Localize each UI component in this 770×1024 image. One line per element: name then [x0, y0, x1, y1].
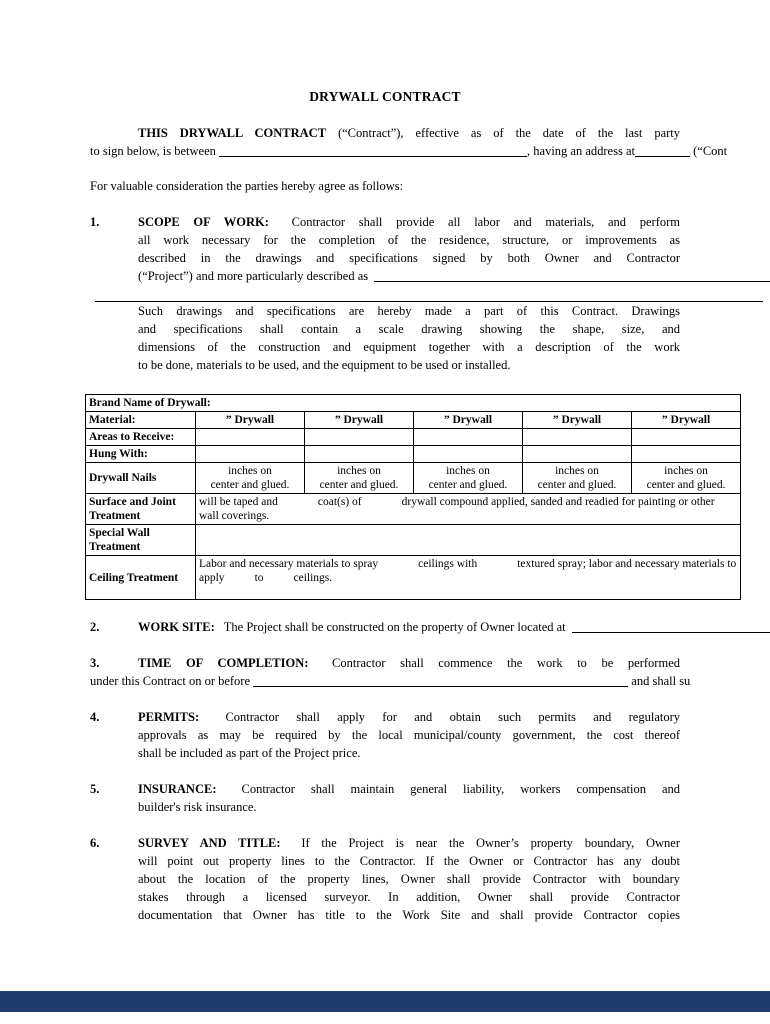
clause-5-line-1-text: Contractor shall maintain general liability, workers compensation and	[241, 782, 680, 796]
clause-4-line-1-text: Contractor shall apply for and obtain such permits and regulatory	[225, 710, 681, 724]
clause-4-line-1	[138, 708, 680, 726]
clause-3-line-1-text: Contractor shall commence the work to be performed	[332, 656, 680, 670]
consideration-line: For valuable consideration the parties hereby agree as follows:	[90, 179, 404, 193]
nails-line-1: inches on	[228, 465, 272, 477]
clause-2-line-1-text: The Project shall be constructed on the property of Owner located at	[223, 620, 566, 634]
table-material-value-2: ” Drywall	[305, 412, 414, 429]
nails-line-1: inches on	[555, 465, 599, 477]
intro-line-2-start: to sign below, is between	[90, 144, 216, 158]
table-hung-input-3[interactable]	[414, 446, 523, 463]
project-description-blank-line-2[interactable]	[95, 285, 763, 302]
clause-1-heading: SCOPE OF WORK:	[138, 215, 269, 229]
clause-1-para-2-line-4: to be done, materials to be used, and the equipment to be used or installed.	[138, 358, 511, 372]
table-surface-label: Surface and Joint Treatment	[86, 494, 196, 525]
party-name-blank[interactable]	[219, 145, 527, 157]
table-hung-input-5[interactable]	[632, 446, 741, 463]
table-row-hung	[86, 446, 741, 463]
intro-line-2-mid: , having an address at	[527, 144, 635, 158]
commencement-date-blank[interactable]	[253, 675, 628, 687]
clause-2-number: 2.	[90, 620, 100, 634]
nails-line-2: center and glued.	[319, 479, 399, 491]
document-title: DRYWALL CONTRACT	[309, 89, 461, 104]
table-special-label: Special Wall Treatment	[86, 525, 196, 556]
table-material-value-3: ” Drywall	[414, 412, 523, 429]
clause-6-line-1	[138, 834, 680, 852]
table-material-value-5: ” Drywall	[632, 412, 741, 429]
table-row-material	[86, 412, 741, 429]
clause-5	[90, 780, 770, 816]
clause-3	[90, 654, 770, 690]
address-blank[interactable]	[635, 145, 690, 157]
clause-4-number: 4.	[90, 710, 100, 724]
table-material-value-1: ” Drywall	[196, 412, 305, 429]
clause-1-line-3: described in the drawings and specifications signed by both Owner and Contractor	[138, 251, 680, 265]
table-areas-input-2[interactable]	[305, 429, 414, 446]
clause-6-line-4: stakes through a licensed surveyor. In addition, Owner shall provide Contractor	[138, 890, 680, 904]
clause-1-para-2-line-2: and specifications shall contain a scale drawing showing the shape, size, and	[138, 322, 680, 336]
table-areas-input-5[interactable]	[632, 429, 741, 446]
table-surface-value	[196, 494, 741, 525]
clause-1-line-4-text: (“Project”) and more particularly described as	[138, 269, 369, 283]
clause-5-heading: INSURANCE:	[138, 782, 217, 796]
intro-paragraph-line-1	[90, 124, 680, 142]
table-row-nails	[86, 463, 741, 494]
table-row-special	[86, 525, 741, 556]
table-nails-value-1	[196, 463, 305, 494]
table-nails-value-3	[414, 463, 523, 494]
clause-4-line-3: shall be included as part of the Project price.	[138, 746, 361, 760]
table-special-input[interactable]	[196, 525, 741, 556]
intro-bold-lead: THIS DRYWALL CONTRACT	[138, 126, 327, 140]
clause-4	[90, 708, 770, 762]
nails-line-2: center and glued.	[428, 479, 508, 491]
clause-6-number: 6.	[90, 836, 100, 850]
clause-1-para-2-line-3: dimensions of the construction and equipment together with a description of the work	[138, 340, 680, 354]
surface-part-1: will be taped and	[199, 496, 278, 508]
drywall-spec-table	[85, 394, 741, 600]
table-nails-value-2	[305, 463, 414, 494]
table-areas-label: Areas to Receive:	[86, 429, 196, 446]
clause-3-heading: TIME OF COMPLETION:	[138, 656, 309, 670]
intro-line-2-end: (“Cont	[689, 144, 728, 158]
clause-2-heading: WORK SITE:	[138, 620, 215, 634]
table-nails-label: Drywall Nails	[86, 463, 196, 494]
clause-6-line-2: will point out property lines to the Contractor. If the Owner or Contractor has any doubt	[138, 854, 680, 868]
table-brand-header: Brand Name of Drywall:	[86, 395, 741, 412]
table-areas-input-4[interactable]	[523, 429, 632, 446]
table-areas-input-3[interactable]	[414, 429, 523, 446]
nails-line-1: inches on	[337, 465, 381, 477]
footer-bar	[0, 991, 770, 1012]
clause-1-number: 1.	[90, 215, 100, 229]
clause-5-line-2: builder's risk insurance.	[138, 800, 257, 814]
table-ceiling-label: Ceiling Treatment	[86, 556, 196, 600]
clause-5-line-1	[138, 780, 680, 798]
intro-line-1-text: (“Contract”), effective as of the date of the last party	[337, 126, 681, 140]
table-ceiling-value	[196, 556, 741, 600]
clause-4-line-2: approvals as may be required by the local municipal/county government, the cost thereof	[138, 728, 680, 742]
table-hung-input-1[interactable]	[196, 446, 305, 463]
table-material-value-4: ” Drywall	[523, 412, 632, 429]
table-row-ceiling	[86, 556, 741, 600]
clause-6-heading: SURVEY AND TITLE:	[138, 836, 281, 850]
table-nails-value-4	[523, 463, 632, 494]
clause-1-line-1	[138, 213, 680, 231]
ceiling-part-1: Labor and necessary materials to spray	[199, 558, 379, 570]
clause-6-line-5: documentation that Owner has title to the Work Site and shall provide Contractor copies	[138, 908, 680, 922]
clause-2-line-1	[138, 618, 770, 636]
table-row-areas	[86, 429, 741, 446]
nails-line-2: center and glued.	[646, 479, 726, 491]
clause-6	[90, 834, 770, 924]
clause-1	[90, 213, 770, 374]
table-hung-input-2[interactable]	[305, 446, 414, 463]
clause-3-line-2-end: and shall su	[628, 674, 691, 688]
nails-line-2: center and glued.	[210, 479, 290, 491]
ceiling-part-5: ceilings.	[293, 572, 333, 584]
clause-1-para-2-line-1: Such drawings and specifications are hereby made a part of this Contract. Drawings	[138, 304, 680, 318]
clause-1-line-2: all work necessary for the completion of the residence, structure, or improvements as	[138, 233, 680, 247]
intro-paragraph-line-2	[90, 142, 770, 160]
clause-5-number: 5.	[90, 782, 100, 796]
nails-line-1: inches on	[664, 465, 708, 477]
clause-6-line-1-text: If the Project is near the Owner’s property boundary, Owner	[301, 836, 680, 850]
table-hung-label: Hung With:	[86, 446, 196, 463]
table-areas-input-1[interactable]	[196, 429, 305, 446]
clause-1-line-1-text: Contractor shall provide all labor and materials, and perform	[291, 215, 681, 229]
surface-part-3: drywall compound applied, sanded and readied for painting or other wall coverings.	[199, 496, 715, 522]
clause-3-line-1	[138, 654, 680, 672]
ceiling-part-2: ceilings with	[418, 558, 478, 570]
table-hung-input-4[interactable]	[523, 446, 632, 463]
table-material-label: Material:	[86, 412, 196, 429]
ceiling-part-3: textured spray; labor and necessary materials to apply	[199, 558, 737, 584]
clause-6-line-3: about the location of the property lines, Owner shall provide Contractor with boundary	[138, 872, 680, 886]
clause-1-line-4	[138, 267, 770, 285]
ceiling-part-4: to	[254, 572, 264, 584]
nails-line-2: center and glued.	[537, 479, 617, 491]
surface-part-2: coat(s) of	[317, 496, 362, 508]
table-row-brand	[86, 395, 741, 412]
work-site-address-blank[interactable]	[572, 618, 770, 633]
table-nails-value-5	[632, 463, 741, 494]
clause-2	[90, 618, 770, 636]
clause-3-number: 3.	[90, 656, 100, 670]
project-description-blank[interactable]	[374, 267, 770, 282]
clause-3-line-2	[90, 672, 770, 690]
nails-line-1: inches on	[446, 465, 490, 477]
clause-4-heading: PERMITS:	[138, 710, 200, 724]
clause-3-line-2-start: under this Contract on or before	[90, 674, 251, 688]
table-row-surface	[86, 494, 741, 525]
